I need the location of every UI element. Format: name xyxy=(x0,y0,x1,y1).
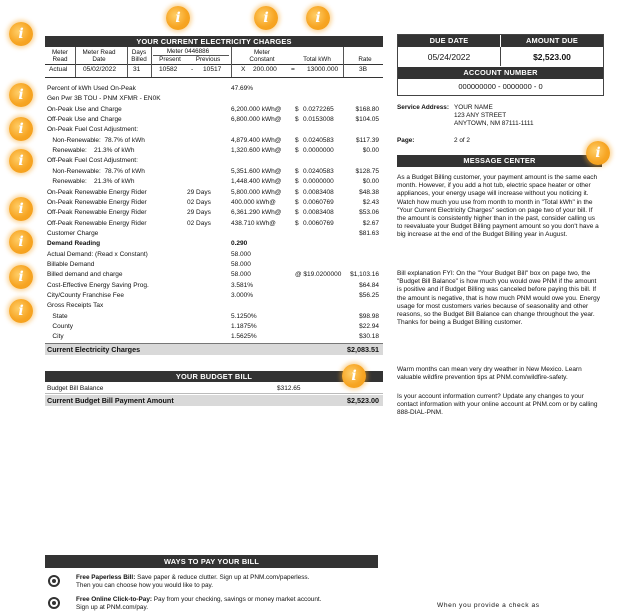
amount-due-label: AMOUNT DUE xyxy=(501,35,603,47)
charge-amount: $168.80 xyxy=(355,105,379,113)
click-to-pay-title: Free Online Click-to-Pay: xyxy=(76,596,152,603)
meter-table-row xyxy=(45,66,383,76)
info-icon[interactable]: i xyxy=(9,230,33,254)
charge-amount: $56.25 xyxy=(359,292,379,299)
budget-payment-amount: $2,523.00 xyxy=(347,396,379,405)
account-number-label: ACCOUNT NUMBER xyxy=(398,67,603,79)
charge-line-row xyxy=(45,115,383,124)
charge-amount: $53.06 xyxy=(359,209,379,217)
info-icon[interactable]: i xyxy=(254,6,278,30)
charge-label: Off-Peak Use and Charge xyxy=(47,116,122,124)
electricity-charges-header: YOUR CURRENT ELECTRICITY CHARGES xyxy=(45,36,383,47)
current-charges-amount: $2,083.51 xyxy=(347,345,379,354)
charge-label: Non-Renewable: 78.7% of kWh xyxy=(47,167,145,175)
charge-line-row xyxy=(45,125,383,134)
paperless-text: Save paper & reduce clutter. Sign up at PNM.com/paperless. xyxy=(137,574,310,581)
meter-read-date: 05/02/2022 xyxy=(83,66,117,73)
charge-line-row xyxy=(45,239,383,248)
charge-dollar-sign: $ xyxy=(295,136,299,144)
meter-constant: 200.000 xyxy=(253,66,277,73)
charge-line-row xyxy=(45,188,383,197)
charge-quantity: 1,448.400 kWh@ xyxy=(231,178,282,186)
charge-dollar-sign: $ xyxy=(295,219,299,227)
info-icon[interactable]: i xyxy=(9,83,33,107)
address-line-3: ANYTOWN, NM 87111-1111 xyxy=(454,120,534,127)
charge-label: Off-Peak Fuel Cost Adjustment: xyxy=(47,157,138,165)
charge-line-row xyxy=(45,177,383,186)
click-to-pay-text-2: Sign up at PNM.com/pay. xyxy=(76,604,148,611)
charge-label: Renewable: 21.3% of kWh xyxy=(47,147,135,155)
info-icon[interactable]: i xyxy=(306,6,330,30)
charge-amount: $30.18 xyxy=(359,333,379,341)
info-icon[interactable]: i xyxy=(9,149,33,173)
info-icon[interactable]: i xyxy=(586,141,610,165)
budget-balance-row xyxy=(45,384,383,394)
h-days-billed: Days Billed xyxy=(131,49,147,63)
charge-label: On-Peak Fuel Cost Adjustment: xyxy=(47,126,139,134)
message-center-header: MESSAGE CENTER xyxy=(397,155,602,167)
charge-line-row xyxy=(45,270,383,279)
info-icon[interactable]: i xyxy=(9,265,33,289)
charge-line-row xyxy=(45,94,383,103)
message-paragraph-3: Warm months can mean very dry weather in New Mexico. Learn valuable wildfire prevention tips at PNM.com/wildfire-safety. xyxy=(397,366,582,382)
minus-sign: - xyxy=(191,66,194,73)
charge-line-row xyxy=(45,301,383,310)
charge-quantity: 400.000 kWh@ xyxy=(231,198,276,206)
message-paragraph-2: Bill explanation FYI: On the "Your Budget Bill" box on page two, the "Budget Bill Balance" is how much you would owe PNM if the amount is positive and if Budget Billing was canceled before paying this bill. If the amount is negative, that is how much PNM would owe you. Energy usage for most customers varies because of seasonality and other reasons, so the Budget Bill Balance can change throughout the year. Thanks for being a Budget Billing customer. xyxy=(397,270,601,327)
charge-quantity: 1.1875% xyxy=(231,323,257,331)
charge-amount: $0.00 xyxy=(362,178,379,186)
charge-dollar-sign: $ xyxy=(295,209,299,217)
charge-label: Renewable: 21.3% of kWh xyxy=(47,178,135,186)
charge-label: On-Peak Renewable Energy Rider xyxy=(47,198,147,206)
due-date-label: DUE DATE xyxy=(398,35,500,47)
charge-rate: 0.0240583 xyxy=(303,167,334,175)
equals-sign: = xyxy=(291,66,295,73)
charge-dollar-sign: $ xyxy=(295,147,299,155)
info-icon[interactable]: i xyxy=(166,6,190,30)
charge-line-row xyxy=(45,198,383,207)
charge-quantity: 3.000% xyxy=(231,292,254,299)
h-meter-read: Meter Read xyxy=(51,49,69,63)
charge-quantity: 5,351.600 kWh@ xyxy=(231,167,282,175)
charge-rate: 0.0000000 xyxy=(303,178,334,186)
charge-quantity: 6,200.000 kWh@ xyxy=(231,105,282,113)
charge-label: Non-Renewable: 78.7% of kWh xyxy=(47,136,145,144)
charge-rate: 0.0272265 xyxy=(303,105,334,113)
budget-bill-header: YOUR BUDGET BILL xyxy=(45,371,383,382)
charge-quantity: 58.000 xyxy=(231,260,251,268)
paperless-icon xyxy=(48,575,60,587)
paperless-title: Free Paperless Bill: xyxy=(76,574,136,581)
charge-rate: 0.0083408 xyxy=(303,209,334,217)
charge-label: City xyxy=(47,333,64,341)
page-value: 2 of 2 xyxy=(454,137,470,144)
click-to-pay-text: Pay from your checking, savings or money market account. xyxy=(153,596,322,603)
charge-dollar-sign: $ xyxy=(295,105,299,113)
budget-payment-label: Current Budget Bill Payment Amount xyxy=(47,396,174,405)
charge-rate: 0.0240583 xyxy=(303,136,334,144)
charge-quantity: 6,361.290 kWh@ xyxy=(231,209,282,217)
charge-amount: $98.98 xyxy=(359,312,379,320)
charge-line-row xyxy=(45,219,383,228)
charge-rate: 0.0153008 xyxy=(303,116,334,124)
charge-label: Billed demand and charge xyxy=(47,271,123,279)
charge-label: Gen Pwr 3B TOU - PNM XFMR - EN0K xyxy=(47,95,161,103)
charge-label: State xyxy=(47,312,68,320)
charge-line-row xyxy=(45,291,383,300)
charge-line-row xyxy=(45,332,383,341)
charge-quantity: 58.000 xyxy=(231,271,251,279)
charge-line-row xyxy=(45,146,383,155)
charge-label: On-Peak Renewable Energy Rider xyxy=(47,188,147,196)
h-read-date: Meter Read Date xyxy=(82,49,116,63)
h-present: Present xyxy=(159,56,181,63)
message-paragraph-4: Is your account information current? Update any changes to your contact information with your online account at PNM.com or by calling 888-DIAL-PNM. xyxy=(397,393,598,417)
budget-payment-row xyxy=(45,395,383,406)
charge-quantity: 1.5625% xyxy=(231,333,257,341)
account-summary-box xyxy=(397,34,604,96)
charge-amount: $48.38 xyxy=(359,188,379,196)
charge-label: Off-Peak Renewable Energy Rider xyxy=(47,219,147,227)
charge-label: City/County Franchise Fee xyxy=(47,292,124,299)
charge-amount: $117.39 xyxy=(355,136,379,144)
info-icon[interactable]: i xyxy=(9,22,33,46)
budget-balance-label: Budget Bill Balance xyxy=(47,385,104,392)
current-charges-total-row xyxy=(45,343,383,355)
charge-label: Actual Demand: (Read x Constant) xyxy=(47,250,148,258)
message-paragraph-1: As a Budget Billing customer, your payment amount is the same each month. However, if you add a hot tub, electric space heater or other appliances, your energy usage will increase without you noticing it. Watch how much you use from month to month in "Total kWh" in the "Your Current Electricity Charges" section on page two of your bill. If the amount is consistently higher than in the past, consider calling us to reevaluate your Budget Billing payment amount so you don't have a big increase at the end of the Budget Billing year in August. xyxy=(397,174,599,239)
charge-line-row xyxy=(45,105,383,114)
total-kwh: 13000.000 xyxy=(307,66,339,73)
charge-dollar-sign: $ xyxy=(295,167,299,175)
charge-label: Gross Receipts Tax xyxy=(47,302,104,310)
charge-days: 02 Days xyxy=(187,198,211,206)
paperless-item xyxy=(76,574,376,590)
charge-amount: $22.94 xyxy=(359,323,379,331)
click-to-pay-icon xyxy=(48,597,60,609)
charge-rate: 0.0000000 xyxy=(303,147,334,155)
charge-line-row xyxy=(45,136,383,145)
service-address-label: Service Address: xyxy=(397,104,449,111)
charge-amount: $0.00 xyxy=(362,147,379,155)
charge-quantity: 4,879.400 kWh@ xyxy=(231,136,282,144)
charge-label: Cost-Effective Energy Saving Prog. xyxy=(47,281,149,289)
charge-quantity: 3.581% xyxy=(231,281,254,289)
address-line-1: YOUR NAME xyxy=(454,104,493,111)
charge-quantity: 438.710 kWh@ xyxy=(231,219,276,227)
budget-balance-amount: $312.65 xyxy=(277,385,301,392)
charge-quantity: 0.290 xyxy=(231,240,248,248)
page-label: Page: xyxy=(397,137,415,144)
charge-quantity: 6,800.000 kWh@ xyxy=(231,116,282,124)
charge-label: Percent of kWh Used On-Peak xyxy=(47,85,136,92)
charge-quantity: 58.000 xyxy=(231,250,251,258)
info-icon[interactable]: i xyxy=(9,197,33,221)
charge-amount: $1,103.16 xyxy=(350,271,379,279)
info-icon[interactable]: i xyxy=(9,299,33,323)
charge-quantity: 5.1250% xyxy=(231,312,257,320)
h-meter-number: Meter 0446886 xyxy=(166,48,210,55)
charge-amount: $2.67 xyxy=(362,219,379,227)
charge-dollar-sign: $ xyxy=(295,116,299,124)
charge-rate: 0.0060769 xyxy=(303,219,334,227)
charge-line-row xyxy=(45,250,383,259)
charge-quantity: 47.69% xyxy=(231,85,254,92)
due-date-value: 05/24/2022 xyxy=(427,52,471,62)
rate-code: 3B xyxy=(359,66,368,73)
charge-line-row xyxy=(45,322,383,331)
days-billed: 31 xyxy=(133,66,141,73)
charge-amount: $128.75 xyxy=(355,167,379,175)
current-charges-label: Current Electricity Charges xyxy=(47,345,141,354)
paperless-text-2: Then you can choose how you would like to pay. xyxy=(76,582,214,589)
charge-line-row xyxy=(45,84,383,93)
h-rate: Rate xyxy=(358,56,372,63)
address-line-2: 123 ANY STREET xyxy=(454,112,507,119)
charge-label: Demand Reading xyxy=(47,240,101,248)
h-total-kwh: Total kWh xyxy=(303,56,331,63)
charge-quantity: 5,800.000 kWh@ xyxy=(231,188,282,196)
charge-amount: $64.84 xyxy=(359,281,379,289)
times-sign: X xyxy=(241,66,246,73)
meter-read-type: Actual xyxy=(49,66,68,73)
charge-dollar-sign: @ $19.0200000 xyxy=(295,271,342,279)
charge-days: 29 Days xyxy=(187,209,211,217)
charge-line-row xyxy=(45,156,383,165)
meter-table-header xyxy=(45,47,383,65)
charge-label: Off-Peak Renewable Energy Rider xyxy=(47,209,147,217)
charge-dollar-sign: $ xyxy=(295,178,299,186)
charge-amount: $81.63 xyxy=(359,229,379,237)
ways-to-pay-header: WAYS TO PAY YOUR BILL xyxy=(45,555,378,568)
info-icon[interactable]: i xyxy=(342,364,366,388)
meter-table xyxy=(45,47,383,78)
amount-due-value: $2,523.00 xyxy=(533,52,571,62)
charge-line-row xyxy=(45,229,383,238)
charge-dollar-sign: $ xyxy=(295,198,299,206)
charge-line-row xyxy=(45,208,383,217)
charge-line-row xyxy=(45,167,383,176)
charge-days: 02 Days xyxy=(187,219,211,227)
h-previous: Previous xyxy=(195,56,221,63)
charge-quantity: 1,320.600 kWh@ xyxy=(231,147,282,155)
account-number-value: 000000000 - 0000000 - 0 xyxy=(458,82,543,91)
info-icon[interactable]: i xyxy=(9,117,33,141)
charge-amount: $104.05 xyxy=(355,116,379,124)
charge-rate: 0.0083408 xyxy=(303,188,334,196)
charge-label: On-Peak Use and Charge xyxy=(47,105,122,113)
charge-days: 29 Days xyxy=(187,188,211,196)
charge-line-row xyxy=(45,312,383,321)
charge-amount: $2.43 xyxy=(362,198,379,206)
present-read: 10582 xyxy=(159,66,178,73)
h-meter-constant: Meter Constant xyxy=(249,49,275,63)
charge-label: County xyxy=(47,323,74,331)
charge-line-row xyxy=(45,281,383,290)
click-to-pay-item xyxy=(76,596,376,612)
charge-label: Billable Demand xyxy=(47,260,95,268)
charge-dollar-sign: $ xyxy=(295,188,299,196)
message-footer-text: When you provide a check as xyxy=(437,602,540,609)
charge-rate: 0.0060769 xyxy=(303,198,334,206)
charge-line-row xyxy=(45,260,383,269)
previous-read: 10517 xyxy=(203,66,222,73)
charge-label: Customer Charge xyxy=(47,229,99,237)
